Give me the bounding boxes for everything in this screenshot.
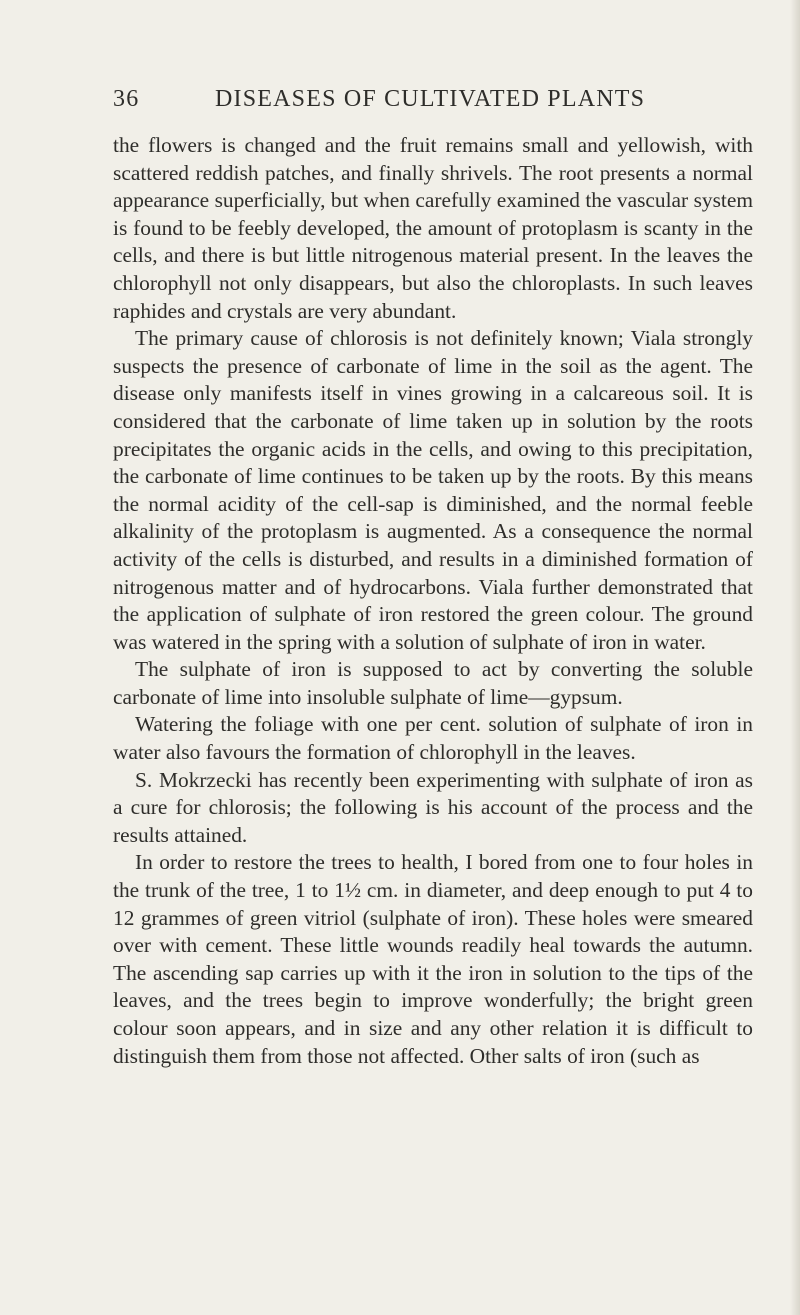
paragraph-6: In order to restore the trees to health, I bored from one to four holes in the trunk of the tree, 1 to 1½ cm. in diameter, and deep enough to put 4 to 12 grammes of green vitriol (sulphate of iron). These holes were smeared over with cement. These little wounds readily heal towards the autumn. The ascending sap carries up with it the iron in solution to the tips of the leaves, and the trees begin to improve wonderfully; the bright green colour soon appears, and in size and any other relation it is difficult to distinguish them from those not affected. Other salts of iron (such as	[113, 850, 753, 1068]
body-text	[113, 132, 753, 1070]
page-header	[113, 86, 753, 122]
page-edge-shadow	[790, 0, 800, 1315]
paragraph-3: The sulphate of iron is supposed to act by converting the soluble carbonate of lime into insoluble sulphate of lime—gypsum.	[113, 657, 753, 709]
paragraph-2: The primary cause of chlorosis is not definitely known; Viala strongly suspects the presence of carbonate of lime in the soil as the agent. The disease only manifests itself in vines growing in a calcareous soil. It is considered that the carbonate of lime taken up in solution by the roots precipitates the organic acids in the cells, and owing to this precipitation, the carbonate of lime continues to be taken up by the roots. By this means the normal acidity of the cell-sap is diminished, and the normal feeble alkalinity of the protoplasm is augmented. As a consequence the normal activity of the cells is disturbed, and results in a diminished formation of nitrogenous matter and of hydrocarbons. Viala further demonstrated that the application of sulphate of iron restored the green colour. The ground was watered in the spring with a solution of sulphate of iron in water.	[113, 326, 753, 654]
page-number: 36	[113, 86, 140, 112]
paragraph-4: Watering the foliage with one per cent. solution of sulphate of iron in water also favours the formation of chlorophyll in the leaves.	[113, 712, 753, 765]
running-title: DISEASES OF CULTIVATED PLANTS	[215, 86, 646, 112]
paragraph-1: the flowers is changed and the fruit remains small and yellowish, with scattered reddish patches, and finally shrivels. The root presents a normal appearance superficially, but when carefully examined the vascular system is found to be feebly developed, the amount of protoplasm is scanty in the cells, and there is but little nitrogenous material present. In the leaves the chlorophyll not only disappears, but also the chloroplasts. In such leaves raphides and crystals are very abundant.	[113, 133, 753, 323]
paragraph-5: S. Mokrzecki has recently been experimenting with sulphate of iron as a cure for chlorosis; the following is his account of the process and the results attained.	[113, 767, 753, 847]
